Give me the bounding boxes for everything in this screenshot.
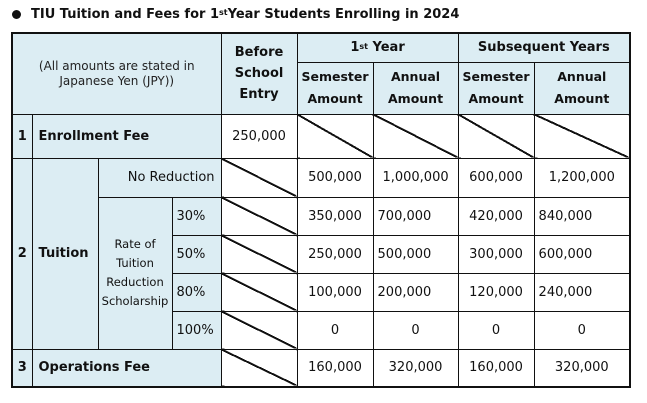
enrollment-before-value: 250,000 bbox=[221, 114, 297, 158]
amount-note-cell bbox=[12, 33, 221, 114]
tuition-label: Tuition bbox=[32, 158, 98, 349]
table-row-no-reduction bbox=[12, 158, 630, 197]
empty-cell-slash bbox=[221, 311, 297, 349]
value-cell: 1,000,000 bbox=[373, 158, 458, 197]
enrollment-fee-label: Enrollment Fee bbox=[32, 114, 221, 158]
operations-fee-label: Operations Fee bbox=[32, 349, 221, 387]
value-cell: 1,200,000 bbox=[534, 158, 630, 197]
value-cell: 600,000 bbox=[534, 235, 630, 273]
reduction-rate: 80% bbox=[172, 273, 221, 311]
row-number: 2 bbox=[12, 158, 32, 349]
reduction-rate: 50% bbox=[172, 235, 221, 273]
scholarship-label: Rate of Tuition Reduction Scholarship bbox=[101, 237, 169, 308]
heading-text-start: TIU Tuition and Fees for 1 bbox=[31, 6, 219, 22]
value-cell: 120,000 bbox=[458, 273, 534, 311]
table-row-reduction-30 bbox=[12, 197, 630, 235]
value-cell: 300,000 bbox=[458, 235, 534, 273]
reduction-rate: 100% bbox=[172, 311, 221, 349]
heading-text-end: Year Students Enrolling in 2024 bbox=[227, 6, 460, 22]
table-row-operations bbox=[12, 349, 630, 387]
value-cell: 350,000 bbox=[297, 197, 373, 235]
value-cell: 500,000 bbox=[297, 158, 373, 197]
value-cell: 600,000 bbox=[458, 158, 534, 197]
value-cell: 840,000 bbox=[534, 197, 630, 235]
empty-cell-slash bbox=[297, 114, 373, 158]
subsequent-annual-header: Annual Amount bbox=[534, 62, 630, 114]
empty-cell-slash bbox=[221, 197, 297, 235]
first-year-header: 1st Year bbox=[297, 33, 458, 62]
reduction-rate: 30% bbox=[172, 197, 221, 235]
value-cell: 0 bbox=[297, 311, 373, 349]
value-cell: 100,000 bbox=[297, 273, 373, 311]
value-cell: 250,000 bbox=[297, 235, 373, 273]
value-cell: 0 bbox=[534, 311, 630, 349]
value-cell: 240,000 bbox=[534, 273, 630, 311]
subsequent-semester-header: Semester Amount bbox=[458, 62, 534, 114]
fees-table bbox=[11, 32, 631, 388]
no-reduction-label: No Reduction bbox=[98, 158, 221, 197]
value-cell: 200,000 bbox=[373, 273, 458, 311]
first-semester-header: Semester Amount bbox=[297, 62, 373, 114]
value-cell: 0 bbox=[458, 311, 534, 349]
value-cell: 420,000 bbox=[458, 197, 534, 235]
row-number: 1 bbox=[12, 114, 32, 158]
subsequent-years-header: Subsequent Years bbox=[458, 33, 630, 62]
empty-cell-slash bbox=[221, 273, 297, 311]
empty-cell-slash bbox=[221, 349, 297, 387]
page-heading bbox=[12, 4, 459, 24]
empty-cell-slash bbox=[373, 114, 458, 158]
value-cell: 320,000 bbox=[534, 349, 630, 387]
value-cell: 320,000 bbox=[373, 349, 458, 387]
empty-cell-slash bbox=[221, 158, 297, 197]
value-cell: 160,000 bbox=[297, 349, 373, 387]
bullet-icon bbox=[12, 10, 21, 19]
heading-sup: st bbox=[219, 7, 228, 17]
row-number: 3 bbox=[12, 349, 32, 387]
empty-cell-slash bbox=[534, 114, 630, 158]
empty-cell-slash bbox=[458, 114, 534, 158]
amount-note: (All amounts are stated in Japanese Yen (JPY)) bbox=[38, 58, 195, 88]
value-cell: 700,000 bbox=[373, 197, 458, 235]
table-row-enrollment bbox=[12, 114, 630, 158]
empty-cell-slash bbox=[221, 235, 297, 273]
value-cell: 500,000 bbox=[373, 235, 458, 273]
value-cell: 160,000 bbox=[458, 349, 534, 387]
before-entry-header: Before School Entry bbox=[221, 33, 297, 114]
first-annual-header: Annual Amount bbox=[373, 62, 458, 114]
value-cell: 0 bbox=[373, 311, 458, 349]
scholarship-label-cell bbox=[98, 197, 172, 349]
